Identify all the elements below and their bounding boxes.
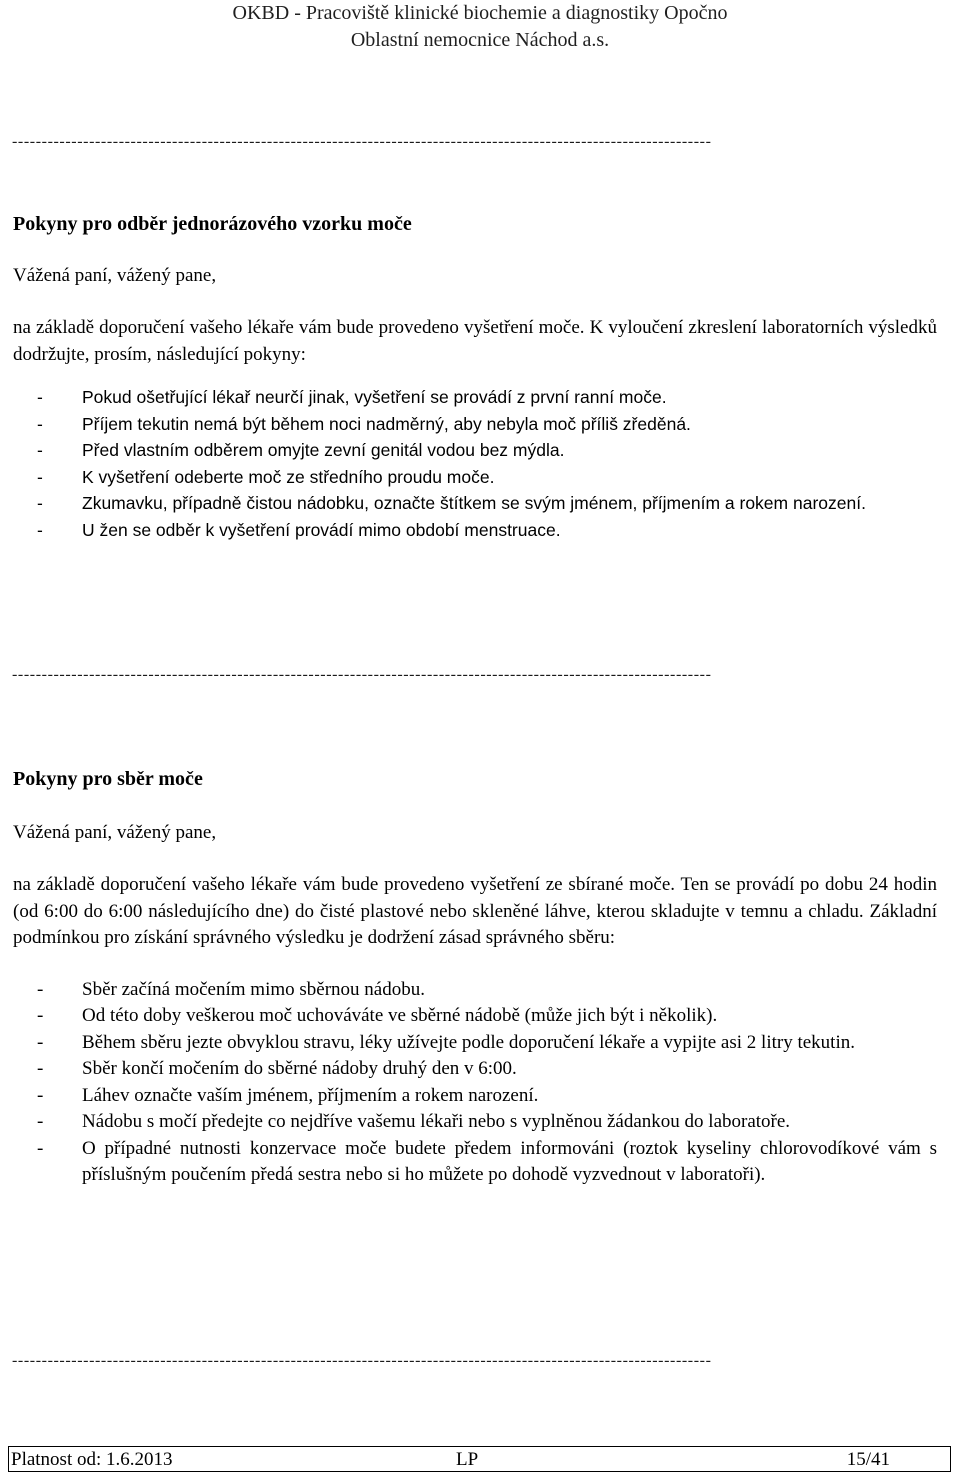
document-footer xyxy=(8,1446,951,1472)
divider-line: ---------------------------------------------------------------------------------------------------------------------- xyxy=(12,133,712,150)
list-item: - Během sběru jezte obvyklou stravu, léky užívejte podle doporučení lékaře a vypijte asi 2 litry tekutin. xyxy=(37,1031,855,1053)
list-item: - U žen se odběr k vyšetření provádí mimo období menstruace. xyxy=(37,519,561,540)
list-item: - Nádobu s močí předejte co nejdříve vašemu lékaři nebo s vyplněnou žádankou do laboratoře. xyxy=(37,1111,791,1132)
divider-line: ---------------------------------------------------------------------------------------------------------------------- xyxy=(12,666,712,683)
document-header xyxy=(0,0,960,54)
instruction-list xyxy=(13,977,937,1189)
validity-date: Platnost od: 1.6.2013 xyxy=(11,1449,173,1470)
list-item: - Láhev označte vaším jménem, příjmením a rokem narození. xyxy=(37,1084,539,1106)
instruction-list xyxy=(13,384,937,543)
section-title: Pokyny pro odběr jednorázového vzorku moče xyxy=(13,213,412,235)
document-code: LP xyxy=(456,1449,479,1470)
list-item: - Od této doby veškerou moč uchováváte ve sběrné nádobě (může jich být i několik). xyxy=(37,1005,718,1026)
header-hospital: Oblastní nemocnice Náchod a.s. xyxy=(350,29,610,51)
list-item: - Pokud ošetřující lékař neurčí jinak, vyšetření se provádí z první ranní moče. xyxy=(37,387,667,407)
list-item: - Příjem tekutin nemá být během noci nadměrný, aby nebyla moč příliš zředěná. xyxy=(37,413,691,434)
list-item: - Zkumavku, případně čistou nádobku, označte štítkem se svým jménem, příjmením a rokem narození. xyxy=(37,493,866,513)
list-item: - Sběr začíná močením mimo sběrnou nádobu. xyxy=(37,978,425,1000)
greeting: Vážená paní, vážený pane, xyxy=(13,265,217,286)
list-item: - Před vlastním odběrem omyjte zevní genitál vodou bez mýdla. xyxy=(37,440,565,460)
greeting: Vážená paní, vážený pane, xyxy=(13,822,217,843)
header-institution: OKBD - Pracoviště klinické biochemie a diagnostiky Opočno xyxy=(232,2,728,24)
intro-paragraph: na základě doporučení vašeho lékaře vám bude provedeno vyšetření ze sbírané moče. Ten se provádí po dobu 24 hodin (od 6:00 do 6:00 následujícího dne) do čisté plastové nebo skleněné láhve, kterou skladujte v temnu a chladu. Základní podmínkou pro získání správného výsledku je dodržení zásad správného sběru: xyxy=(13,874,937,948)
list-item: - O případné nutnosti konzervace moče budete předem informováni (roztok kyseliny chlorovodíkové vám s příslušným poučením předá sestra nebo si ho můžete po dohodě vyzvednout v laboratoři). xyxy=(37,1137,937,1185)
list-item: - Sběr končí močením do sběrné nádoby druhý den v 6:00. xyxy=(37,1058,517,1079)
list-item: - K vyšetření odeberte moč ze středního proudu moče. xyxy=(37,466,495,487)
page-number: 15/41 xyxy=(846,1449,890,1470)
section-collection xyxy=(13,766,937,1189)
divider-line: ---------------------------------------------------------------------------------------------------------------------- xyxy=(12,1352,712,1369)
intro-paragraph: na základě doporučení vašeho lékaře vám bude provedeno vyšetření moče. K vyloučení zkreslení laboratorních výsledků dodržujte, prosím, následující pokyny: xyxy=(13,317,937,365)
section-single-sample xyxy=(13,211,937,543)
section-title: Pokyny pro sběr moče xyxy=(13,768,203,790)
